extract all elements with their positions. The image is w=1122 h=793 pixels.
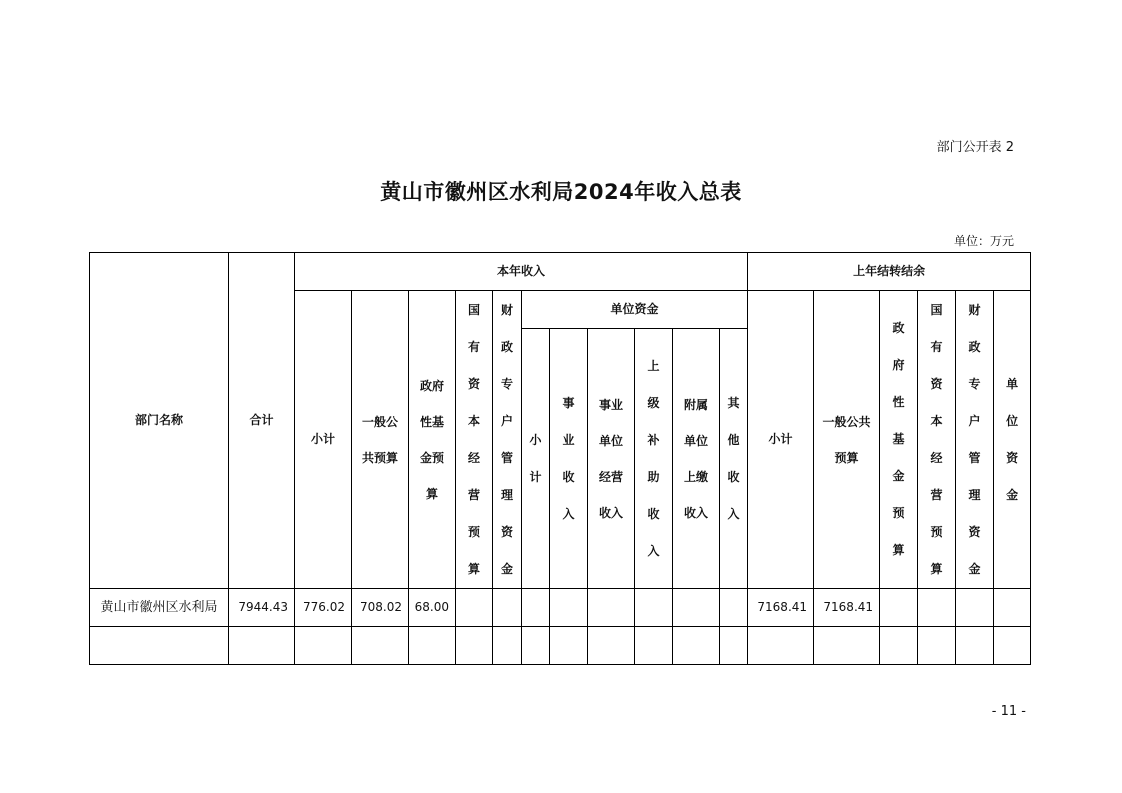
cell-prior-subtotal: 7168.41 (748, 589, 814, 627)
page-number: - 11 - (991, 704, 1026, 719)
table-row (90, 589, 1031, 627)
col-gov-fund: 政府性基金预算 (409, 291, 456, 589)
empty-cell (635, 627, 673, 665)
col-operating-income: 事业单位经营收入 (588, 329, 635, 589)
cell-prior-gov-fund (880, 589, 918, 627)
page-title: 黄山市徽州区水利局2024年收入总表 (380, 180, 742, 204)
empty-cell (880, 627, 918, 665)
cell-unit-subtotal (522, 589, 550, 627)
cell-prior-fiscal-special (956, 589, 994, 627)
col-prior-state-capital: 国有资本经营预算 (918, 291, 956, 589)
empty-cell (720, 627, 748, 665)
empty-cell (522, 627, 550, 665)
col-prior-general-budget: 一般公共预算 (814, 291, 880, 589)
col-prior-fiscal-special: 财政专户管理资金 (956, 291, 994, 589)
col-superior-subsidy: 上级补助收入 (635, 329, 673, 589)
empty-cell (814, 627, 880, 665)
col-total: 合计 (229, 253, 295, 589)
cell-prior-state-capital (918, 589, 956, 627)
col-business-income: 事业收入 (550, 329, 588, 589)
empty-cell (748, 627, 814, 665)
cell-gov-fund: 68.00 (409, 589, 456, 627)
col-prior-gov-fund: 政府性基金预算 (880, 291, 918, 589)
col-fiscal-special: 财政专户管理资金 (493, 291, 522, 589)
col-state-capital: 国有资本经营预算 (456, 291, 493, 589)
empty-cell (90, 627, 229, 665)
col-current-year: 本年收入 (295, 253, 748, 291)
cell-total: 7944.43 (229, 589, 295, 627)
col-subtotal: 小计 (295, 291, 352, 589)
table-row-empty (90, 627, 1031, 665)
empty-cell (956, 627, 994, 665)
empty-cell (550, 627, 588, 665)
income-summary-table (89, 252, 1031, 665)
col-general-budget: 一般公共预算 (352, 291, 409, 589)
col-unit-subtotal: 小计 (522, 329, 550, 589)
col-other-income: 其他收入 (720, 329, 748, 589)
empty-cell (352, 627, 409, 665)
cell-subtotal: 776.02 (295, 589, 352, 627)
cell-prior-unit-funds (994, 589, 1031, 627)
cell-affiliated-payment (673, 589, 720, 627)
col-prior-year: 上年结转结余 (748, 253, 1031, 291)
cell-operating-income (588, 589, 635, 627)
empty-cell (456, 627, 493, 665)
empty-cell (673, 627, 720, 665)
unit-label: 单位：万元 (953, 234, 1014, 248)
col-dept-name: 部门名称 (90, 253, 229, 589)
empty-cell (588, 627, 635, 665)
empty-cell (295, 627, 352, 665)
cell-business-income (550, 589, 588, 627)
col-prior-subtotal: 小计 (748, 291, 814, 589)
empty-cell (229, 627, 295, 665)
col-prior-unit-funds: 单位资金 (994, 291, 1031, 589)
cell-general-budget: 708.02 (352, 589, 409, 627)
header-row-1 (90, 253, 1031, 291)
cell-fiscal-special (493, 589, 522, 627)
empty-cell (409, 627, 456, 665)
cell-superior-subsidy (635, 589, 673, 627)
empty-cell (918, 627, 956, 665)
cell-state-capital (456, 589, 493, 627)
cell-other-income (720, 589, 748, 627)
col-unit-funds: 单位资金 (522, 291, 748, 329)
empty-cell (994, 627, 1031, 665)
empty-cell (493, 627, 522, 665)
cell-dept-name: 黄山市徽州区水利局 (90, 589, 229, 627)
col-affiliated-payment: 附属单位上缴收入 (673, 329, 720, 589)
form-label: 部门公开表 2 (936, 140, 1014, 155)
cell-prior-general-budget: 7168.41 (814, 589, 880, 627)
